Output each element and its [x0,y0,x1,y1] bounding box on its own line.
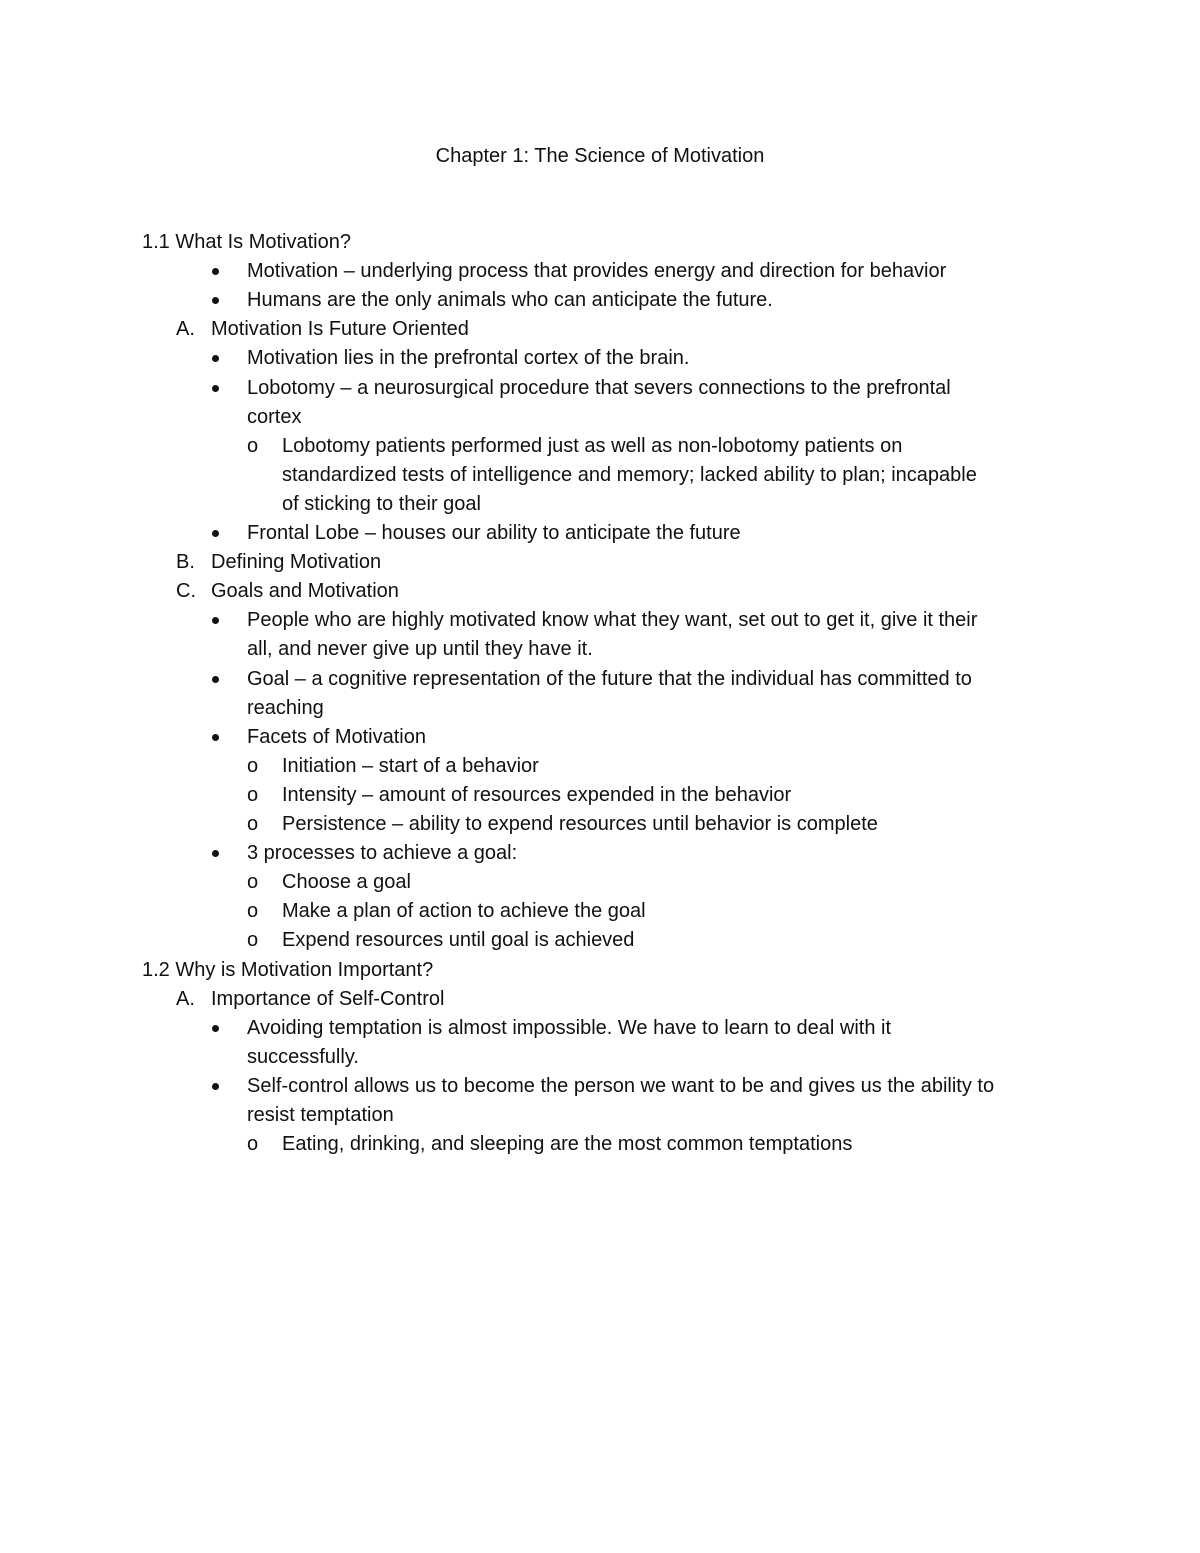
section-heading: 1.1 What Is Motivation? [142,231,351,253]
subsection-heading: Importance of Self-Control [211,987,445,1010]
subsection-marker: C. [176,580,196,603]
bullet-marker [212,617,219,624]
sub-bullet-item: Lobotomy patients performed just as well as non-lobotomy patients on [282,434,903,457]
sub-bullet-item: Choose a goal [282,871,411,894]
sub-bullet-item: standardized tests of intelligence and memory; lacked ability to plan; incapable [282,463,977,486]
sub-bullet-marker: o [247,929,259,952]
sub-bullet-marker: o [247,754,259,777]
bullet-item: Frontal Lobe – houses our ability to anticipate the future [247,522,741,544]
bullet-item: Facets of Motivation [247,725,426,748]
sub-bullet-item: Make a plan of action to achieve the goal [282,900,646,923]
bullet-item: Humans are the only animals who can anticipate the future. [247,289,773,312]
sub-bullet-item: Eating, drinking, and sleeping are the most common temptations [282,1133,853,1156]
bullet-marker [212,1025,219,1032]
subsection-heading: Defining Motivation [211,551,382,574]
bullet-marker [212,676,219,683]
bullet-item: 3 processes to achieve a goal: [247,842,518,865]
bullet-marker [212,1083,219,1090]
bullet-marker [212,355,219,362]
sub-bullet-item: of sticking to their goal [282,492,481,515]
sub-bullet-item: Persistence – ability to expend resources until behavior is complete [282,813,878,835]
bullet-item: successfully. [247,1045,359,1068]
bullet-marker [212,850,219,857]
sub-bullet-marker: o [247,813,259,835]
bullet-item: all, and never give up until they have it. [247,638,593,661]
section-heading: 1.2 Why is Motivation Important? [142,958,434,981]
bullet-marker [212,530,219,537]
bullet-item: Motivation lies in the prefrontal cortex of the brain. [247,347,690,370]
subsection-marker: B. [176,551,195,574]
bullet-item: Goal – a cognitive representation of the future that the individual has committed to [247,667,972,690]
bullet-item: Self-control allows us to become the person we want to be and gives us the ability to [247,1074,995,1097]
subsection-heading: Goals and Motivation [211,580,399,603]
sub-bullet-item: Intensity – amount of resources expended in the behavior [282,783,792,806]
bullet-item: Motivation – underlying process that provides energy and direction for behavior [247,260,947,283]
sub-bullet-item: Expend resources until goal is achieved [282,929,635,952]
bullet-item: Lobotomy – a neurosurgical procedure that severs connections to the prefrontal [247,376,951,399]
sub-bullet-marker: o [247,783,259,806]
bullet-item: resist temptation [247,1104,394,1126]
bullet-marker [212,297,219,304]
subsection-marker: A. [176,987,195,1010]
bullet-item: Avoiding temptation is almost impossible. We have to learn to deal with it [247,1016,892,1039]
bullet-marker [212,268,219,275]
sub-bullet-item: Initiation – start of a behavior [282,754,539,777]
sub-bullet-marker: o [247,871,259,894]
page-title: Chapter 1: The Science of Motivation [435,145,765,167]
bullet-item: cortex [247,405,302,428]
bullet-item: People who are highly motivated know what they want, set out to get it, give it their [247,609,978,632]
bullet-item: reaching [247,696,324,719]
sub-bullet-marker: o [247,434,259,457]
subsection-marker: A. [176,318,195,341]
bullet-marker [212,385,219,392]
subsection-heading: Motivation Is Future Oriented [211,318,469,341]
bullet-marker [212,734,219,741]
sub-bullet-marker: o [247,900,259,923]
sub-bullet-marker: o [247,1133,259,1156]
